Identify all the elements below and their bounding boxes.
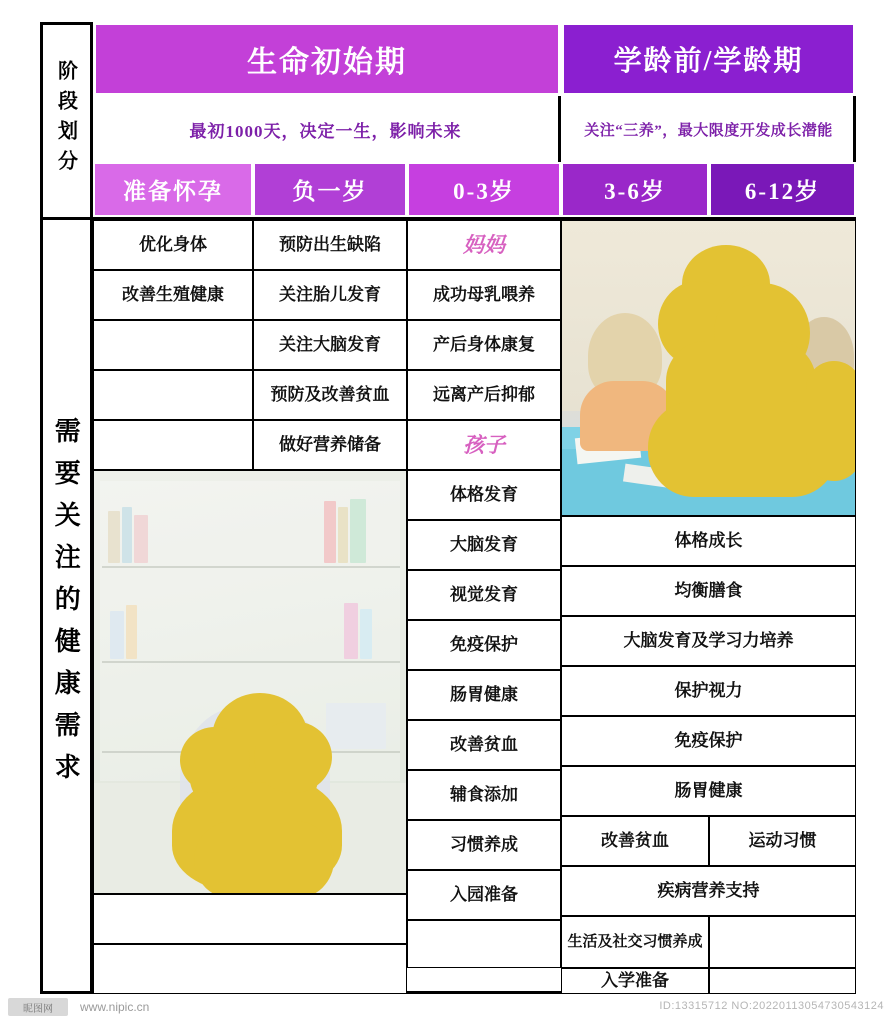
photo-classroom-kids: [561, 220, 856, 516]
header-age-prepare-pregnancy: 准备怀孕: [93, 162, 253, 217]
header-phase-row: [93, 22, 856, 96]
cell-6-12-blank-2: [709, 968, 856, 994]
cell-3-6-7: 改善贫血: [561, 816, 709, 866]
left-label-column: [40, 22, 93, 994]
photo-child-reading: [93, 470, 407, 894]
cell-minus1-5: 做好营养储备: [253, 420, 407, 470]
header-age-minus-one: 负一岁: [253, 162, 407, 217]
header-subtitle-row: [93, 96, 856, 162]
cell-0-3-mother-2: 产后身体康复: [407, 320, 561, 370]
left-label-stage: [40, 22, 90, 220]
cell-0-3-child-9: 入园准备: [407, 870, 561, 920]
header-phase-1: 生命初始期: [93, 22, 561, 96]
cell-6-12-blank-1: [709, 916, 856, 968]
cell-3-6-4: 保护视力: [561, 666, 856, 716]
cell-0-3-child-title: 孩子: [407, 420, 561, 470]
watermark-site: www.nipic.cn: [80, 1000, 150, 1014]
cell-minus1-1: 预防出生缺陷: [253, 220, 407, 270]
cell-0-3-blank-1: [407, 920, 561, 968]
cell-0-3-child-4: 免疫保护: [407, 620, 561, 670]
cell-left-blank-2: [93, 944, 407, 994]
cell-minus1-4: 预防及改善贫血: [253, 370, 407, 420]
watermark-id: ID:13315712 NO:20220113054730543124: [659, 1000, 884, 1012]
cell-0-3-child-5: 肠胃健康: [407, 670, 561, 720]
cell-0-3-mother-3: 远离产后抑郁: [407, 370, 561, 420]
cell-0-3-child-1: 体格发育: [407, 470, 561, 520]
cell-0-3-child-3: 视觉发育: [407, 570, 561, 620]
cell-prepare-1: 优化身体: [93, 220, 253, 270]
cell-0-3-mother-title: 妈妈: [407, 220, 561, 270]
header-section: [93, 22, 856, 220]
cell-minus1-2: 关注胎儿发育: [253, 270, 407, 320]
cell-prepare-2: 改善生殖健康: [93, 270, 253, 320]
cell-prepare-blank-1: [93, 320, 253, 370]
cell-6-12-1: 运动习惯: [709, 816, 856, 866]
cell-0-3-mother-1: 成功母乳喂养: [407, 270, 561, 320]
content-grid: [93, 220, 856, 994]
cell-3-6-1: 体格成长: [561, 516, 856, 566]
cell-3-6-5: 免疫保护: [561, 716, 856, 766]
cell-3-6-2: 均衡膳食: [561, 566, 856, 616]
cell-3-6-10: 入学准备: [561, 968, 709, 994]
cell-minus1-3: 关注大脑发育: [253, 320, 407, 370]
cell-0-3-child-7: 辅食添加: [407, 770, 561, 820]
header-subtitle-1: 最初1000天，决定一生，影响未来: [93, 96, 561, 162]
header-age-row: [93, 162, 856, 217]
cell-3-6-3: 大脑发育及学习力培养: [561, 616, 856, 666]
left-label-needs: [40, 220, 90, 991]
cell-0-3-child-2: 大脑发育: [407, 520, 561, 570]
left-label-stage-text: 阶段划分: [54, 59, 77, 180]
left-label-needs-text: 需要关注的健康需求: [51, 416, 81, 795]
header-subtitle-2: 关注“三养”，最大限度开发成长潜能: [584, 122, 833, 139]
header-age-3-6: 3-6岁: [561, 162, 709, 217]
header-phase-2: 学龄前/学龄期: [561, 22, 856, 96]
cell-prepare-blank-3: [93, 420, 253, 470]
header-age-0-3: 0-3岁: [407, 162, 561, 217]
cell-3-6-6: 肠胃健康: [561, 766, 856, 816]
cell-3-6-9: 生活及社交习惯养成: [561, 916, 709, 968]
cell-left-blank-1: [93, 894, 407, 944]
cell-0-3-child-8: 习惯养成: [407, 820, 561, 870]
header-age-6-12: 6-12岁: [709, 162, 856, 217]
cell-prepare-blank-2: [93, 370, 253, 420]
watermark-logo: 昵图网: [8, 998, 68, 1016]
cell-0-3-child-6: 改善贫血: [407, 720, 561, 770]
cell-3-6-8: 疾病营养支持: [561, 866, 856, 916]
